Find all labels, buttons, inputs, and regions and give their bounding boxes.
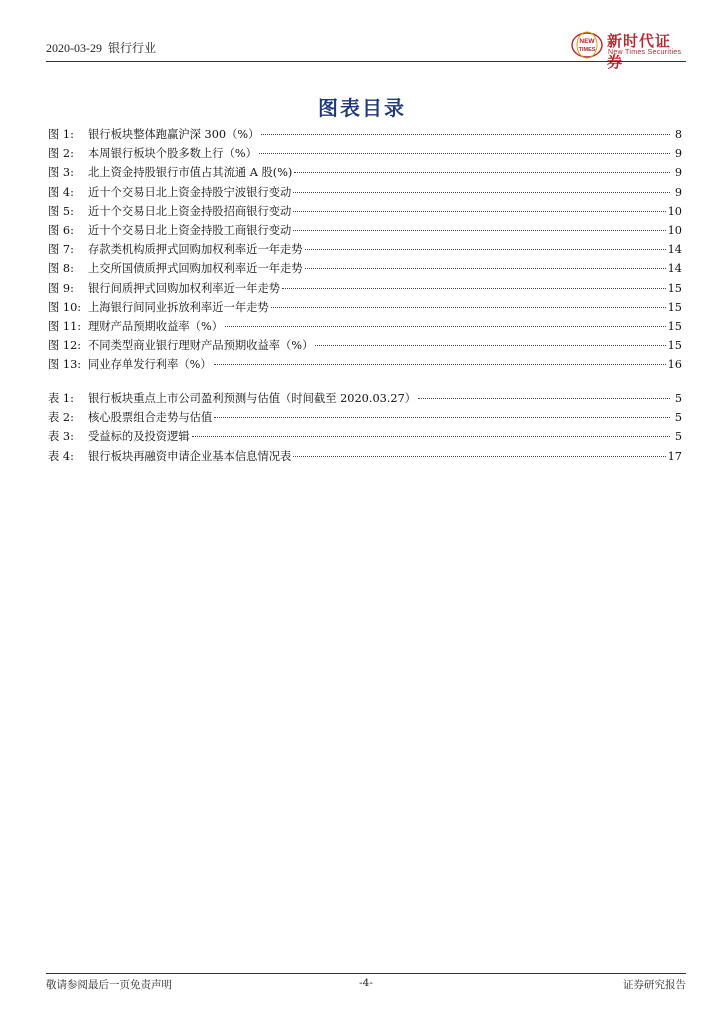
toc-row-table[interactable] <box>48 389 682 408</box>
toc-title: 上海银行间同业拆放利率近一年走势 <box>88 300 269 314</box>
toc-title: 同业存单发行利率（%） <box>88 358 212 372</box>
toc-page: 8 <box>674 128 682 141</box>
toc-page: 15 <box>667 281 682 295</box>
report-date: 2020-03-29 <box>46 41 102 55</box>
toc-page: 15 <box>667 339 682 353</box>
header-info <box>46 39 156 56</box>
toc-title: 近十个交易日北上资金持股招商银行变动 <box>88 204 292 218</box>
logo-name-en: New Times Securities <box>608 49 682 56</box>
dot-leader <box>282 287 666 289</box>
toc-label: 图 1: <box>48 128 74 141</box>
dot-leader <box>214 363 666 365</box>
toc-page: 15 <box>667 300 682 314</box>
page-header <box>46 30 686 71</box>
toc-page: 9 <box>674 166 682 180</box>
footer-divider <box>46 973 686 974</box>
toc-page: 9 <box>674 147 682 161</box>
logo-name-cn: 新时代证券 <box>607 32 672 71</box>
toc-title: 存款类机构质押式回购加权利率近一年走势 <box>88 243 303 257</box>
toc-row-figure[interactable] <box>48 317 682 336</box>
report-type: 证券研究报告 <box>623 979 686 991</box>
toc-row-figure[interactable] <box>48 163 682 182</box>
toc-page: 15 <box>667 319 682 333</box>
toc-title: 近十个交易日北上资金持股宁波银行变动 <box>88 185 292 199</box>
toc-title: 上交所国债质押式回购加权利率近一年走势 <box>88 262 303 276</box>
toc-page: 10 <box>667 204 682 218</box>
dot-leader <box>293 455 665 457</box>
svg-text:TIMES: TIMES <box>578 47 596 53</box>
toc-row-figure[interactable] <box>48 298 682 317</box>
toc-title: 银行板块再融资申请企业基本信息情况表 <box>88 449 292 463</box>
dot-leader <box>305 248 666 250</box>
dot-leader <box>305 267 666 269</box>
company-logo <box>571 30 686 71</box>
toc-row-table[interactable] <box>48 427 682 446</box>
svg-text:NEW: NEW <box>579 38 595 45</box>
toc-label: 图 6: <box>48 223 74 237</box>
toc-label: 表 4: <box>48 449 74 463</box>
dot-leader <box>261 133 670 135</box>
new-times-badge-icon <box>571 30 603 60</box>
header-divider <box>46 61 686 62</box>
toc-row-figure[interactable] <box>48 221 682 240</box>
dot-leader <box>293 229 665 231</box>
toc-label: 图 5: <box>48 204 74 218</box>
toc-row-figure[interactable] <box>48 240 682 259</box>
dot-leader <box>225 325 666 327</box>
table-list <box>48 389 682 466</box>
toc-row-table[interactable] <box>48 447 682 466</box>
toc-label: 图 13: <box>48 358 82 372</box>
toc-label: 图 7: <box>48 243 74 257</box>
dot-leader <box>271 306 666 308</box>
toc-page: 5 <box>674 411 682 425</box>
disclaimer-note: 敬请参阅最后一页免责声明 <box>46 979 172 991</box>
toc-row-figure[interactable] <box>48 355 682 374</box>
toc-row-figure[interactable] <box>48 183 682 202</box>
toc-title: 银行间质押式回购加权利率近一年走势 <box>88 281 281 295</box>
toc-label: 表 3: <box>48 430 74 444</box>
toc-label: 图 2: <box>48 147 74 161</box>
toc-page: 16 <box>667 358 682 372</box>
toc-page: 10 <box>667 223 682 237</box>
toc-row-figure[interactable] <box>48 144 682 163</box>
toc-label: 图 11: <box>48 319 82 333</box>
toc-page: 5 <box>674 392 682 405</box>
toc-label: 图 3: <box>48 166 74 180</box>
toc-row-figure[interactable] <box>48 259 682 278</box>
toc-page: 14 <box>667 262 682 276</box>
toc-title: 银行板块重点上市公司盈利预测与估值（时间截至 2020.03.27） <box>88 392 417 405</box>
report-sector: 银行行业 <box>108 41 157 55</box>
toc-title: 不同类型商业银行理财产品预期收益率（%） <box>88 339 314 353</box>
toc-page: 17 <box>667 449 682 463</box>
toc-label: 图 8: <box>48 262 74 276</box>
toc-title: 受益标的及投资逻辑 <box>88 430 190 444</box>
page-title: 图表目录 <box>318 96 406 120</box>
dot-leader <box>315 344 665 346</box>
toc-title: 近十个交易日北上资金持股工商银行变动 <box>88 223 292 237</box>
toc-row-table[interactable] <box>48 408 682 427</box>
toc-label: 图 4: <box>48 185 74 199</box>
page-number: -4- <box>359 977 373 989</box>
dot-leader <box>293 191 670 193</box>
dot-leader <box>293 210 665 212</box>
toc-label: 图 9: <box>48 281 74 295</box>
toc-title: 银行板块整体跑赢沪深 300（%） <box>88 128 260 141</box>
toc-row-figure[interactable] <box>48 279 682 298</box>
toc-row-figure[interactable] <box>48 125 682 144</box>
toc-page: 14 <box>667 243 682 257</box>
toc-title: 核心股票组合走势与估值 <box>88 411 213 425</box>
toc-title: 理财产品预期收益率（%） <box>88 319 224 333</box>
dot-leader <box>259 152 670 154</box>
dot-leader <box>294 171 670 173</box>
toc-label: 图 10: <box>48 300 82 314</box>
toc-label: 表 1: <box>48 392 74 405</box>
toc-title: 北上资金持股银行市值占其流通 A 股(%) <box>88 166 293 180</box>
toc-title: 本周银行板块个股多数上行（%） <box>88 147 257 161</box>
toc-page: 5 <box>674 430 682 444</box>
toc-label: 表 2: <box>48 411 74 425</box>
dot-leader <box>418 397 670 399</box>
toc-page: 9 <box>674 185 682 199</box>
toc-row-figure[interactable] <box>48 336 682 355</box>
toc-label: 图 12: <box>48 339 82 353</box>
figure-list <box>48 125 682 374</box>
dot-leader <box>214 416 670 418</box>
dot-leader <box>192 435 670 437</box>
page-footer <box>46 977 686 993</box>
toc-row-figure[interactable] <box>48 202 682 221</box>
